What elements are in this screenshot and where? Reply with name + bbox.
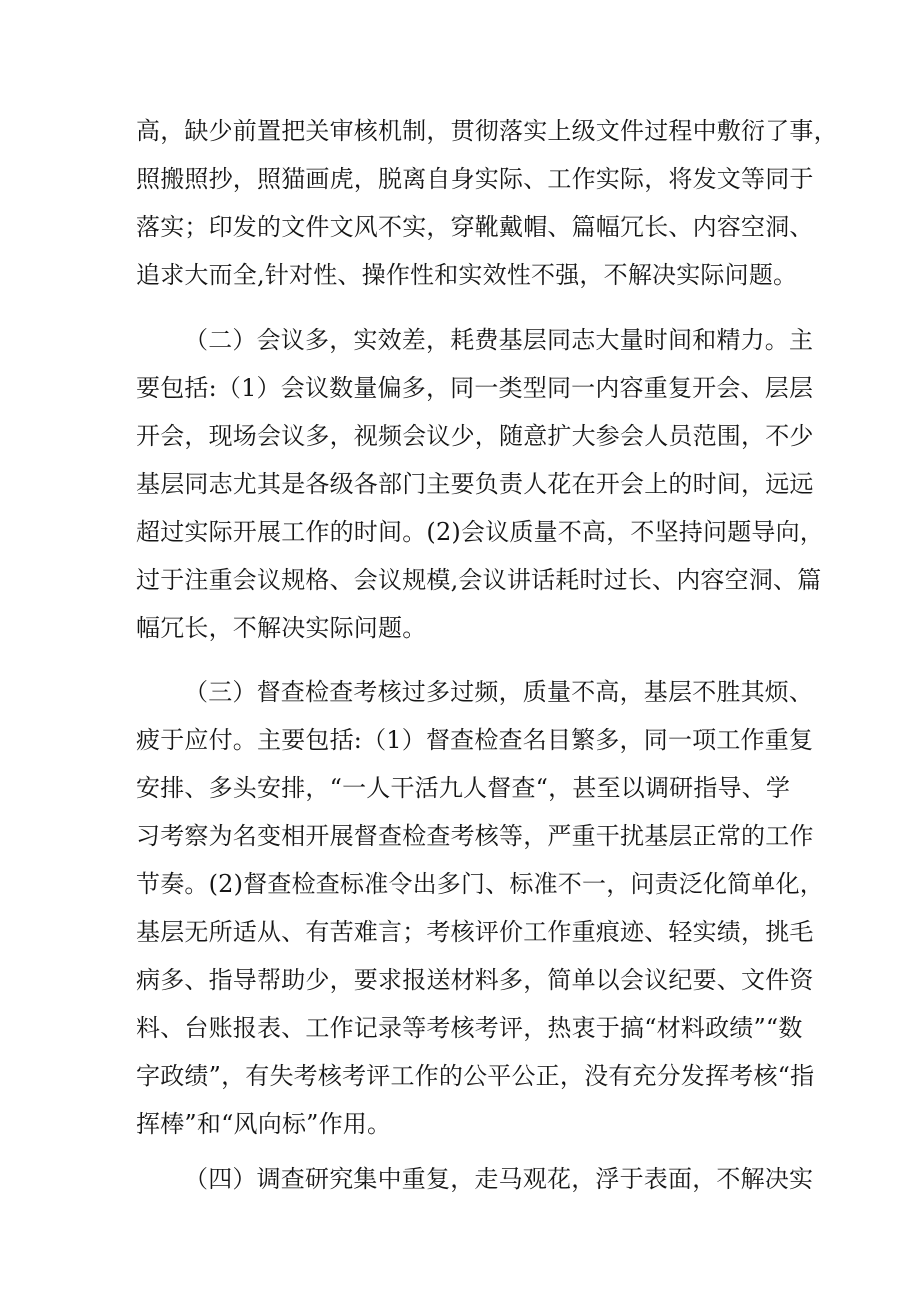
paragraph-3-line-8: 料、台账报表、工作记录等考核考评，热衷于搞“材料政绩”“数 xyxy=(136,1014,803,1042)
paragraph-2-line-3: 开会，现场会议多，视频会议少，随意扩大参会人员范围，不少 xyxy=(136,422,814,450)
paragraph-3-line-1: （三）督查检查考核过多过频，质量不高，基层不胜其烦、 xyxy=(184,678,814,706)
paragraph-3-line-10: 挥棒”和“风向标”作用。 xyxy=(136,1110,392,1138)
paragraph-1-line-2: 照搬照抄，照猫画虎，脱离自身实际、工作实际，将发文等同于 xyxy=(136,165,814,193)
paragraph-3-line-3: 安排、多头安排，“一人干活九人督查“，甚至以调研指导、学 xyxy=(136,774,791,802)
paragraph-2-line-4: 基层同志尤其是各级各部门主要负责人花在开会上的时间，远远 xyxy=(136,470,814,498)
paragraph-3-line-6: 基层无所适从、有苦难言；考核评价工作重痕迹、轻实绩，挑毛 xyxy=(136,918,814,946)
paragraph-3-line-5: 节奏。(2)督查检查标准令出多门、标准不一，问责泛化简单化， xyxy=(136,870,824,898)
paragraph-2-line-6: 过于注重会议规格、会议规模,会议讲话耗时过长、内容空洞、篇 xyxy=(136,566,822,594)
paragraph-1-line-4: 追求大而全,针对性、操作性和实效性不强，不解决实际问题。 xyxy=(136,261,798,289)
paragraph-3-line-4: 习考察为名变相开展督查检查考核等，严重干扰基层正常的工作 xyxy=(136,822,814,850)
paragraph-2-line-1: （二）会议多，实效差，耗费基层同志大量时间和精力。主 xyxy=(184,326,814,354)
paragraph-1-line-1: 高，缺少前置把关审核机制，贯彻落实上级文件过程中敷衍了事， xyxy=(136,117,838,145)
paragraph-1-line-3: 落实；印发的文件文风不实，穿靴戴帽、篇幅冗长、内容空洞、 xyxy=(136,213,814,241)
paragraph-4-line-1: （四）调查研究集中重复，走马观花，浮于表面，不解决实 xyxy=(184,1165,814,1193)
paragraph-2-line-2: 要包括:（1）会议数量偏多，同一类型同一内容重复开会、层层 xyxy=(136,374,814,402)
paragraph-3-line-2: 疲于应付。主要包括:（1）督查检查名目繁多，同一项工作重复 xyxy=(136,726,814,754)
paragraph-2-line-7: 幅冗长，不解决实际问题。 xyxy=(136,614,427,642)
paragraph-2-line-5: 超过实际开展工作的时间。(2)会议质量不高，不坚持问题导向， xyxy=(136,518,824,546)
paragraph-3-line-9: 字政绩”，有失考核考评工作的公平公正，没有充分发挥考核“指 xyxy=(136,1062,815,1090)
paragraph-3-line-7: 病多、指导帮助少，要求报送材料多，简单以会议纪要、文件资 xyxy=(136,966,814,994)
